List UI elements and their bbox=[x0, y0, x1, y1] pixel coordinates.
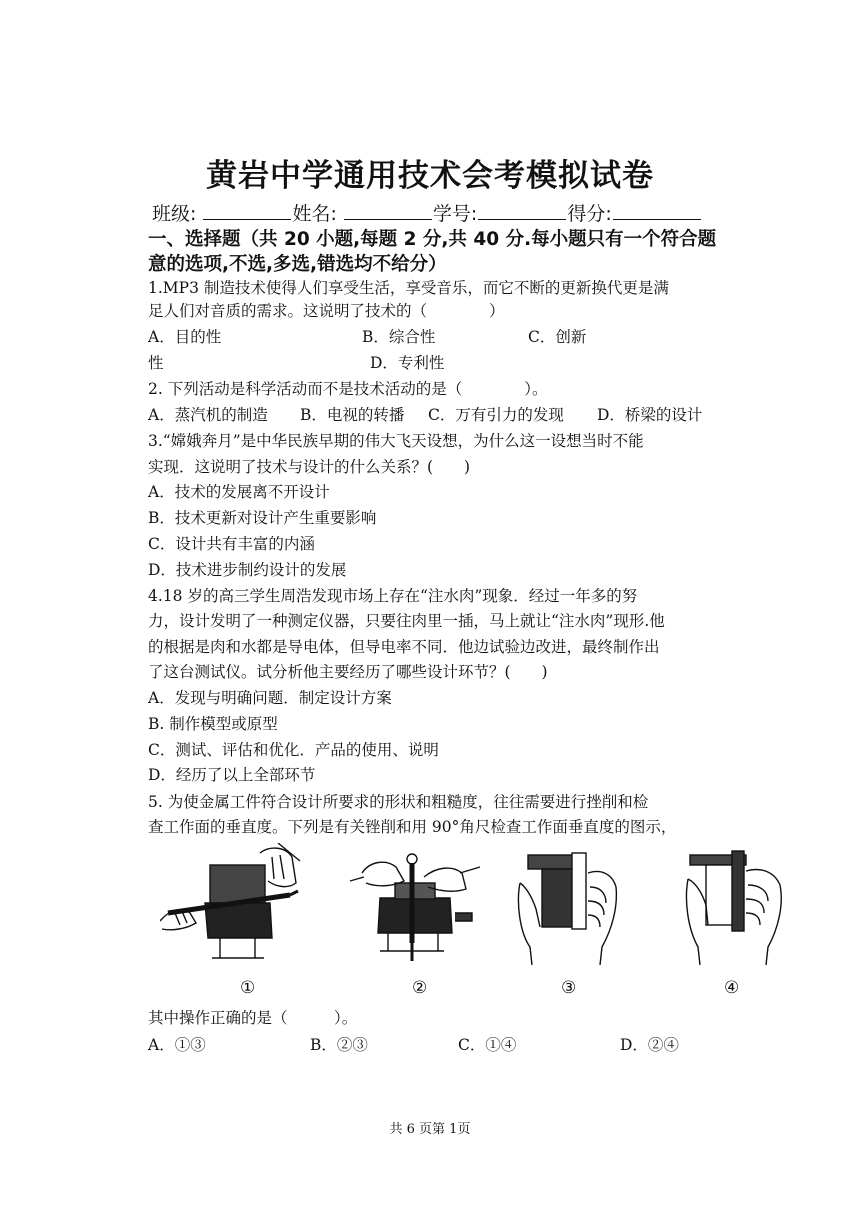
question-text: 5. 为使金属工件符合设计所要求的形状和粗糙度，往往需要进行挫削和检 bbox=[148, 793, 649, 811]
option-c[interactable]: C．万有引力的发现 bbox=[428, 406, 564, 424]
name-label: 姓名: bbox=[292, 203, 337, 225]
option-c[interactable]: C．①④ bbox=[458, 1036, 517, 1054]
question-text: 的根据是肉和水都是导电体，但导电率不同．他边试验边改进，最终制作出 bbox=[148, 638, 660, 656]
filing-illustration-2 bbox=[340, 843, 485, 968]
option-b[interactable]: B．电视的转播 bbox=[300, 406, 405, 424]
question-text: 查工作面的垂直度。下列是有关锉削和用 90°角尺检查工作面垂直度的图示， bbox=[148, 818, 677, 836]
option-a[interactable]: A．技术的发展离不开设计 bbox=[148, 483, 330, 501]
question-text: 了这台测试仪。试分析他主要经历了哪些设计环节？( ) bbox=[148, 663, 548, 681]
id-blank[interactable] bbox=[478, 202, 566, 220]
name-blank[interactable] bbox=[344, 202, 432, 220]
figure-label: ③ bbox=[561, 978, 577, 998]
section-heading-line: 意的选项,不选,多选,错选均不给分） bbox=[148, 254, 447, 275]
option-c[interactable]: C．创新 bbox=[528, 328, 587, 346]
class-blank[interactable] bbox=[203, 202, 291, 220]
option-d[interactable]: D．桥梁的设计 bbox=[597, 406, 703, 424]
option-d[interactable]: D．②④ bbox=[620, 1036, 679, 1054]
option-b[interactable]: B．综合性 bbox=[362, 328, 436, 346]
section-heading-line: 一、选择题（共 20 小题,每题 2 分,共 40 分.每小题只有一个符合题 bbox=[148, 229, 717, 250]
square-check-illustration-4 bbox=[684, 843, 799, 968]
question-text: 3.“嫦娥奔月”是中华民族早期的伟大飞天设想，为什么这一设想当时不能 bbox=[148, 432, 644, 450]
exam-title: 黄岩中学通用技术会考模拟试卷 bbox=[206, 158, 654, 194]
option-b[interactable]: B．技术更新对设计产生重要影响 bbox=[148, 509, 377, 527]
question-text: 4.18 岁的高三学生周浩发现市场上存在“注水肉”现象．经过一年多的努 bbox=[148, 587, 638, 605]
question-text: 力，设计发明了一种测定仪器，只要往肉里一插，马上就让“注水肉”现形.他 bbox=[148, 612, 665, 630]
class-label: 班级: bbox=[152, 203, 197, 225]
id-label: 学号: bbox=[432, 203, 478, 225]
option-d[interactable]: D．专利性 bbox=[370, 354, 445, 372]
question-text: 实现．这说明了技术与设计的什么关系？( ) bbox=[148, 458, 471, 476]
option-d[interactable]: D．经历了以上全部环节 bbox=[148, 766, 316, 784]
option-c[interactable]: C．测试、评估和优化．产品的使用、说明 bbox=[148, 741, 439, 759]
figure-label: ② bbox=[412, 978, 428, 998]
score-blank[interactable] bbox=[613, 202, 701, 220]
option-c-continued: 性 bbox=[148, 354, 164, 372]
score-label: 得分: bbox=[567, 203, 612, 225]
filing-illustration-1 bbox=[160, 843, 305, 968]
option-a[interactable]: A．目的性 bbox=[148, 328, 222, 346]
square-check-illustration-3 bbox=[512, 843, 627, 968]
figure-label: ④ bbox=[724, 978, 740, 998]
question-text: 足人们对音质的需求。这说明了技术的（ ） bbox=[148, 302, 505, 320]
student-info-line bbox=[152, 199, 702, 226]
question-text: 1.MP3 制造技术使得人们享受生活，享受音乐，而它不断的更新换代更是满 bbox=[148, 279, 669, 297]
question-text: 其中操作正确的是（ ）。 bbox=[148, 1009, 358, 1027]
option-b[interactable]: B．②③ bbox=[310, 1036, 368, 1054]
question-text: 2. 下列活动是科学活动而不是技术活动的是（ ）。 bbox=[148, 380, 548, 398]
option-c[interactable]: C．设计共有丰富的内涵 bbox=[148, 535, 315, 553]
section-heading bbox=[148, 227, 718, 277]
page-footer: 共 6 页第 1页 bbox=[389, 1122, 471, 1137]
figure-label: ① bbox=[240, 978, 256, 998]
option-d[interactable]: D．技术进步制约设计的发展 bbox=[148, 561, 347, 579]
option-a[interactable]: A．发现与明确问题．制定设计方案 bbox=[148, 689, 392, 707]
option-a[interactable]: A．①③ bbox=[148, 1036, 206, 1054]
option-b[interactable]: B. 制作模型或原型 bbox=[148, 715, 278, 733]
option-a[interactable]: A．蒸汽机的制造 bbox=[148, 406, 268, 424]
